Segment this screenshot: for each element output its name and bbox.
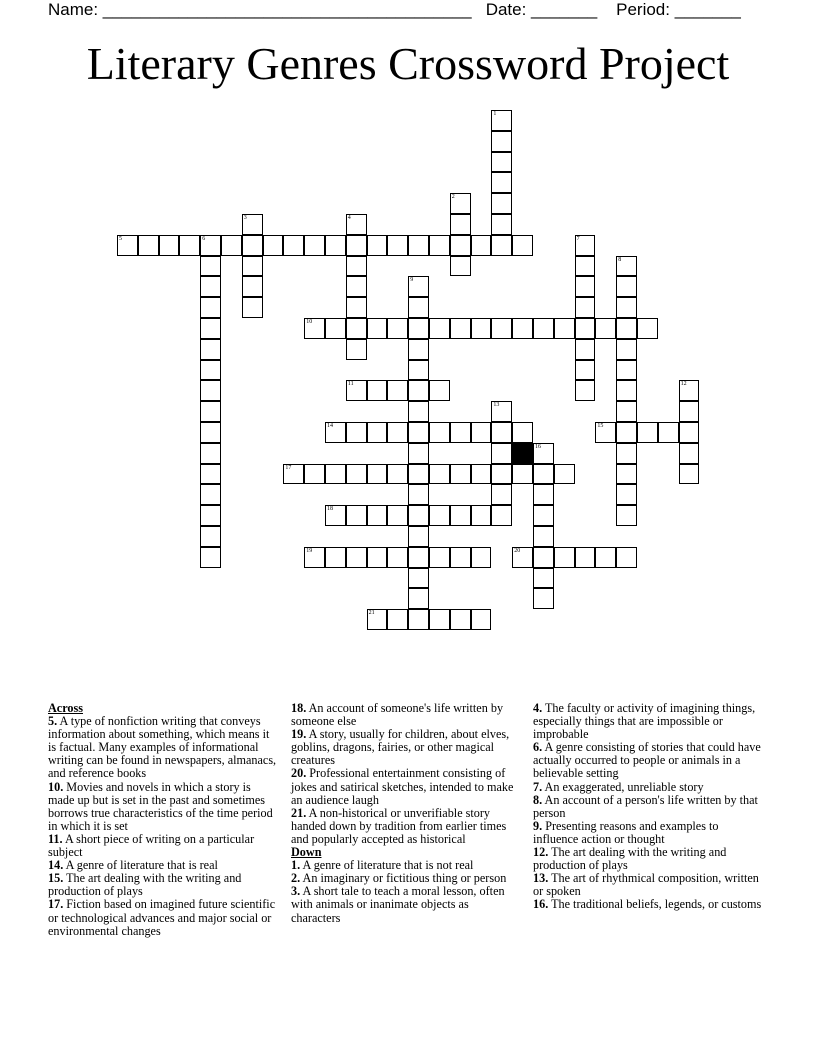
grid-cell[interactable] xyxy=(367,505,388,526)
clue-number-label: 13 xyxy=(493,402,500,409)
grid-cell[interactable] xyxy=(637,422,658,443)
grid-cell[interactable] xyxy=(429,464,450,485)
grid-cell[interactable] xyxy=(367,380,388,401)
grid-cell[interactable] xyxy=(491,214,512,235)
grid-cell[interactable] xyxy=(200,464,221,485)
grid-cell[interactable] xyxy=(471,422,492,443)
grid-cell[interactable] xyxy=(637,318,658,339)
grid-cell[interactable] xyxy=(491,235,512,256)
grid-cell[interactable] xyxy=(242,276,263,297)
clue-down-12: 12. The art dealing with the writing and production of plays xyxy=(533,845,727,873)
grid-cell[interactable] xyxy=(304,235,325,256)
clue-number-label: 15 xyxy=(597,423,604,429)
grid-cell[interactable] xyxy=(450,318,471,339)
grid-cell[interactable] xyxy=(450,256,471,277)
grid-cell-start-21[interactable] xyxy=(367,609,388,630)
grid-cell[interactable] xyxy=(387,318,408,339)
grid-cell[interactable] xyxy=(679,443,700,464)
grid-cell[interactable] xyxy=(512,235,533,256)
grid-cell[interactable] xyxy=(575,380,596,401)
clue-number-label: 7 xyxy=(576,235,580,242)
clue-across-10: 10. Movies and novels in which a story is made up but is set in the past and sometimes borrows true characteristics of the time period in which it is set xyxy=(48,779,273,833)
grid-cell[interactable] xyxy=(533,464,554,485)
grid-block-cell xyxy=(512,443,533,464)
grid-cell[interactable] xyxy=(200,339,221,360)
grid-cell[interactable] xyxy=(387,380,408,401)
clue-number-label: 10 xyxy=(306,319,313,325)
clue-number-label: 1 xyxy=(493,111,497,117)
grid-cell[interactable] xyxy=(200,401,221,422)
clue-down-16: 16. The traditional beliefs, legends, or customs xyxy=(533,897,762,912)
grid-cell[interactable] xyxy=(533,484,554,505)
grid-cell-start-7[interactable] xyxy=(575,235,596,256)
grid-cell[interactable] xyxy=(491,443,512,464)
clue-number-label: 6 xyxy=(202,235,206,242)
grid-cell[interactable] xyxy=(575,360,596,381)
grid-cell[interactable] xyxy=(408,505,429,526)
clue-down-3: 3. A short tale to teach a moral lesson, often with animals or inanimate objects as characters xyxy=(291,884,505,925)
grid-cell[interactable] xyxy=(367,318,388,339)
grid-cell-start-20[interactable] xyxy=(512,547,533,568)
grid-cell[interactable] xyxy=(512,464,533,485)
grid-cell[interactable] xyxy=(242,297,263,318)
grid-cell-start-8[interactable] xyxy=(616,256,637,277)
clue-number-label: 21 xyxy=(368,610,375,617)
clues-column-1 xyxy=(48,702,278,938)
grid-cell[interactable] xyxy=(429,547,450,568)
grid-cell[interactable] xyxy=(616,318,637,339)
clue-number-label: 14 xyxy=(327,423,333,429)
clue-number-label: 8 xyxy=(618,256,622,263)
grid-cell[interactable] xyxy=(346,297,367,318)
clue-number-label: 11 xyxy=(347,381,354,388)
grid-cell[interactable] xyxy=(408,568,429,589)
clue-number-label: 19 xyxy=(306,547,313,554)
grid-cell[interactable] xyxy=(658,422,679,443)
grid-cell[interactable] xyxy=(575,339,596,360)
grid-cell[interactable] xyxy=(346,276,367,297)
grid-cell[interactable] xyxy=(491,464,512,485)
across-heading: Across xyxy=(48,701,83,715)
grid-cell[interactable] xyxy=(200,276,221,297)
grid-cell[interactable] xyxy=(408,464,429,485)
grid-cell[interactable] xyxy=(387,547,408,568)
grid-cell[interactable] xyxy=(575,276,596,297)
grid-cell-start-4[interactable] xyxy=(346,214,367,235)
grid-cell[interactable] xyxy=(471,505,492,526)
grid-cell[interactable] xyxy=(408,318,429,339)
grid-cell[interactable] xyxy=(533,588,554,609)
page-title: Literary Genres Crossword Project xyxy=(86,38,730,89)
grid-cell[interactable] xyxy=(408,339,429,360)
grid-cell[interactable] xyxy=(200,256,221,277)
grid-cell[interactable] xyxy=(471,235,492,256)
grid-cell[interactable] xyxy=(179,235,200,256)
grid-cell[interactable] xyxy=(325,235,346,256)
grid-cell[interactable] xyxy=(387,422,408,443)
grid-cell[interactable] xyxy=(200,297,221,318)
clue-across-11: 11. A short piece of writing on a particular subject xyxy=(48,831,255,860)
clue-across-14: 14. A genre of literature that is real xyxy=(48,858,218,873)
grid-cell[interactable] xyxy=(346,505,367,526)
grid-cell[interactable] xyxy=(429,422,450,443)
grid-cell[interactable] xyxy=(616,422,637,443)
grid-cell[interactable] xyxy=(471,464,492,485)
grid-cell[interactable] xyxy=(325,318,346,339)
grid-cell[interactable] xyxy=(346,547,367,568)
grid-cell[interactable] xyxy=(200,422,221,443)
grid-cell[interactable] xyxy=(387,505,408,526)
clue-number-label: 12 xyxy=(680,381,687,388)
clue-number-label: 4 xyxy=(347,215,351,221)
grid-cell[interactable] xyxy=(679,464,700,485)
grid-cell-start-16[interactable] xyxy=(533,443,554,464)
grid-cell[interactable] xyxy=(554,464,575,485)
clue-across-17: 17. Fiction based on imagined future scientific or technological advances and major social or environmental changes xyxy=(48,897,276,938)
grid-cell[interactable] xyxy=(616,297,637,318)
grid-cell[interactable] xyxy=(346,235,367,256)
grid-cell[interactable] xyxy=(200,484,221,505)
grid-cell[interactable] xyxy=(450,505,471,526)
clues-column-2 xyxy=(291,702,521,925)
grid-cell[interactable] xyxy=(616,339,637,360)
grid-cell[interactable] xyxy=(616,276,637,297)
clue-down-13: 13. The art of rhythmical composition, written or spoken xyxy=(533,871,759,899)
grid-cell[interactable] xyxy=(408,609,429,630)
grid-cell[interactable] xyxy=(387,464,408,485)
grid-cell-start-10[interactable] xyxy=(304,318,325,339)
grid-cell[interactable] xyxy=(346,339,367,360)
clue-down-2: 2. An imaginary or fictitious thing or person xyxy=(291,871,507,886)
grid-cell-start-2[interactable] xyxy=(450,193,471,214)
grid-cell[interactable] xyxy=(138,235,159,256)
grid-cell[interactable] xyxy=(450,422,471,443)
grid-cell[interactable] xyxy=(263,235,284,256)
clue-across-5: 5. A type of nonfiction writing that conveys information about something, which means it is factual. Many examples of informational writing can be found in newspapers, almanacs, and reference books xyxy=(48,714,277,781)
grid-cell[interactable] xyxy=(367,422,388,443)
grid-cell[interactable] xyxy=(408,484,429,505)
grid-cell[interactable] xyxy=(200,380,221,401)
grid-cell[interactable] xyxy=(491,484,512,505)
grid-cell[interactable] xyxy=(554,318,575,339)
clues-column-3 xyxy=(533,702,763,912)
clue-across-18: 18. An account of someone's life written by someone else xyxy=(291,701,504,729)
grid-cell-start-9[interactable] xyxy=(408,276,429,297)
grid-cell[interactable] xyxy=(367,547,388,568)
grid-cell-start-1[interactable] xyxy=(491,110,512,131)
grid-cell[interactable] xyxy=(533,318,554,339)
grid-cell[interactable] xyxy=(200,505,221,526)
grid-cell[interactable] xyxy=(533,568,554,589)
grid-cell[interactable] xyxy=(595,547,616,568)
clue-across-15: 15. The art dealing with the writing and production of plays xyxy=(48,871,242,899)
grid-cell[interactable] xyxy=(408,380,429,401)
grid-cell[interactable] xyxy=(429,505,450,526)
clue-down-4: 4. The faculty or activity of imagining things, especially things that are impossible or improbable xyxy=(533,701,756,742)
clue-down-8: 8. An account of a person's life written by that person xyxy=(533,792,758,820)
grid-cell[interactable] xyxy=(616,505,637,526)
grid-cell-start-13[interactable] xyxy=(491,401,512,422)
grid-cell[interactable] xyxy=(408,526,429,547)
grid-cell[interactable] xyxy=(450,609,471,630)
grid-cell[interactable] xyxy=(575,256,596,277)
grid-cell[interactable] xyxy=(200,318,221,339)
grid-cell[interactable] xyxy=(429,609,450,630)
grid-cell[interactable] xyxy=(450,214,471,235)
clue-number-label: 16 xyxy=(535,443,541,450)
grid-cell[interactable] xyxy=(408,443,429,464)
clue-down-9: 9. Presenting reasons and examples to influence action or thought xyxy=(533,818,719,846)
grid-cell[interactable] xyxy=(200,526,221,547)
grid-cell[interactable] xyxy=(491,505,512,526)
grid-cell-start-3[interactable] xyxy=(242,214,263,235)
grid-cell-start-6[interactable] xyxy=(200,235,221,256)
grid-cell[interactable] xyxy=(616,464,637,485)
grid-cell[interactable] xyxy=(408,547,429,568)
grid-cell-start-19[interactable] xyxy=(304,547,325,568)
grid-cell[interactable] xyxy=(242,235,263,256)
clue-down-6: 6. A genre consisting of stories that could have actually occurred to people or animals in a believable setting xyxy=(533,740,761,781)
grid-cell-start-17[interactable] xyxy=(283,464,304,485)
grid-cell[interactable] xyxy=(679,401,700,422)
grid-cell[interactable] xyxy=(450,235,471,256)
grid-cell[interactable] xyxy=(346,422,367,443)
grid-cell[interactable] xyxy=(200,443,221,464)
clue-number-label: 5 xyxy=(119,235,122,242)
grid-cell[interactable] xyxy=(408,422,429,443)
grid-cell[interactable] xyxy=(554,547,575,568)
grid-cell[interactable] xyxy=(616,380,637,401)
grid-cell[interactable] xyxy=(491,131,512,152)
grid-cell[interactable] xyxy=(408,297,429,318)
clue-number-label: 2 xyxy=(451,194,455,201)
grid-cell-start-18[interactable] xyxy=(325,505,346,526)
grid-cell-start-12[interactable] xyxy=(679,380,700,401)
grid-cell[interactable] xyxy=(221,235,242,256)
grid-cell[interactable] xyxy=(595,318,616,339)
grid-cell[interactable] xyxy=(408,360,429,381)
grid-cell[interactable] xyxy=(575,318,596,339)
grid-cell[interactable] xyxy=(283,235,304,256)
grid-cell[interactable] xyxy=(616,401,637,422)
clue-number-label: 17 xyxy=(285,464,292,471)
grid-cell[interactable] xyxy=(408,401,429,422)
grid-cell[interactable] xyxy=(679,422,700,443)
clue-across-21: 21. A non-historical or unverifiable story handed down by tradition from earlier times and popularly accepted as historical xyxy=(291,805,507,846)
grid-cell[interactable] xyxy=(346,256,367,277)
grid-cell[interactable] xyxy=(616,484,637,505)
grid-cell[interactable] xyxy=(304,464,325,485)
grid-cell[interactable] xyxy=(387,609,408,630)
grid-cell[interactable] xyxy=(491,152,512,173)
grid-cell[interactable] xyxy=(450,464,471,485)
clue-down-7: 7. An exaggerated, unreliable story xyxy=(533,779,704,794)
grid-cell[interactable] xyxy=(200,360,221,381)
clue-number-label: 20 xyxy=(514,547,521,554)
clue-across-20: 20. Professional entertainment consisting of jokes and satirical sketches, intended to make an audience laugh xyxy=(291,766,514,807)
grid-cell[interactable] xyxy=(616,547,637,568)
grid-cell[interactable] xyxy=(533,505,554,526)
grid-cell[interactable] xyxy=(200,547,221,568)
grid-cell[interactable] xyxy=(408,588,429,609)
grid-cell[interactable] xyxy=(491,172,512,193)
clue-down-1: 1. A genre of literature that is not real xyxy=(291,858,474,873)
down-heading: Down xyxy=(291,845,322,860)
grid-cell-start-5[interactable] xyxy=(117,235,138,256)
grid-cell[interactable] xyxy=(429,235,450,256)
grid-cell[interactable] xyxy=(616,443,637,464)
grid-cell[interactable] xyxy=(471,318,492,339)
grid-cell[interactable] xyxy=(533,526,554,547)
grid-cell[interactable] xyxy=(512,422,533,443)
clue-number-label: 9 xyxy=(410,277,414,284)
grid-cell[interactable] xyxy=(533,547,554,568)
grid-cell[interactable] xyxy=(512,318,533,339)
grid-cell[interactable] xyxy=(408,235,429,256)
grid-cell-start-11[interactable] xyxy=(346,380,367,401)
grid-cell[interactable] xyxy=(575,297,596,318)
grid-cell-start-15[interactable] xyxy=(595,422,616,443)
grid-cell[interactable] xyxy=(491,422,512,443)
clue-number-label: 18 xyxy=(327,506,333,513)
grid-cell[interactable] xyxy=(159,235,180,256)
grid-cell[interactable] xyxy=(387,235,408,256)
grid-cell[interactable] xyxy=(450,547,471,568)
grid-cell[interactable] xyxy=(346,464,367,485)
grid-cell[interactable] xyxy=(242,256,263,277)
grid-cell[interactable] xyxy=(325,464,346,485)
grid-cell[interactable] xyxy=(471,547,492,568)
grid-cell-start-14[interactable] xyxy=(325,422,346,443)
grid-cell[interactable] xyxy=(491,318,512,339)
clue-across-19: 19. A story, usually for children, about elves, goblins, dragons, fairies, or other magical creatures xyxy=(291,727,510,768)
header-name-date-period: Name: _______________________________________ Date: _______ Period: _______ xyxy=(48,0,741,19)
clue-number-label: 3 xyxy=(243,215,247,221)
grid-cell[interactable] xyxy=(616,360,637,381)
grid-cell[interactable] xyxy=(429,318,450,339)
grid-cell[interactable] xyxy=(575,547,596,568)
grid-cell[interactable] xyxy=(429,380,450,401)
grid-cell[interactable] xyxy=(367,464,388,485)
grid-cell[interactable] xyxy=(491,193,512,214)
grid-cell[interactable] xyxy=(367,235,388,256)
grid-cell[interactable] xyxy=(471,609,492,630)
grid-cell[interactable] xyxy=(346,318,367,339)
grid-cell[interactable] xyxy=(325,547,346,568)
